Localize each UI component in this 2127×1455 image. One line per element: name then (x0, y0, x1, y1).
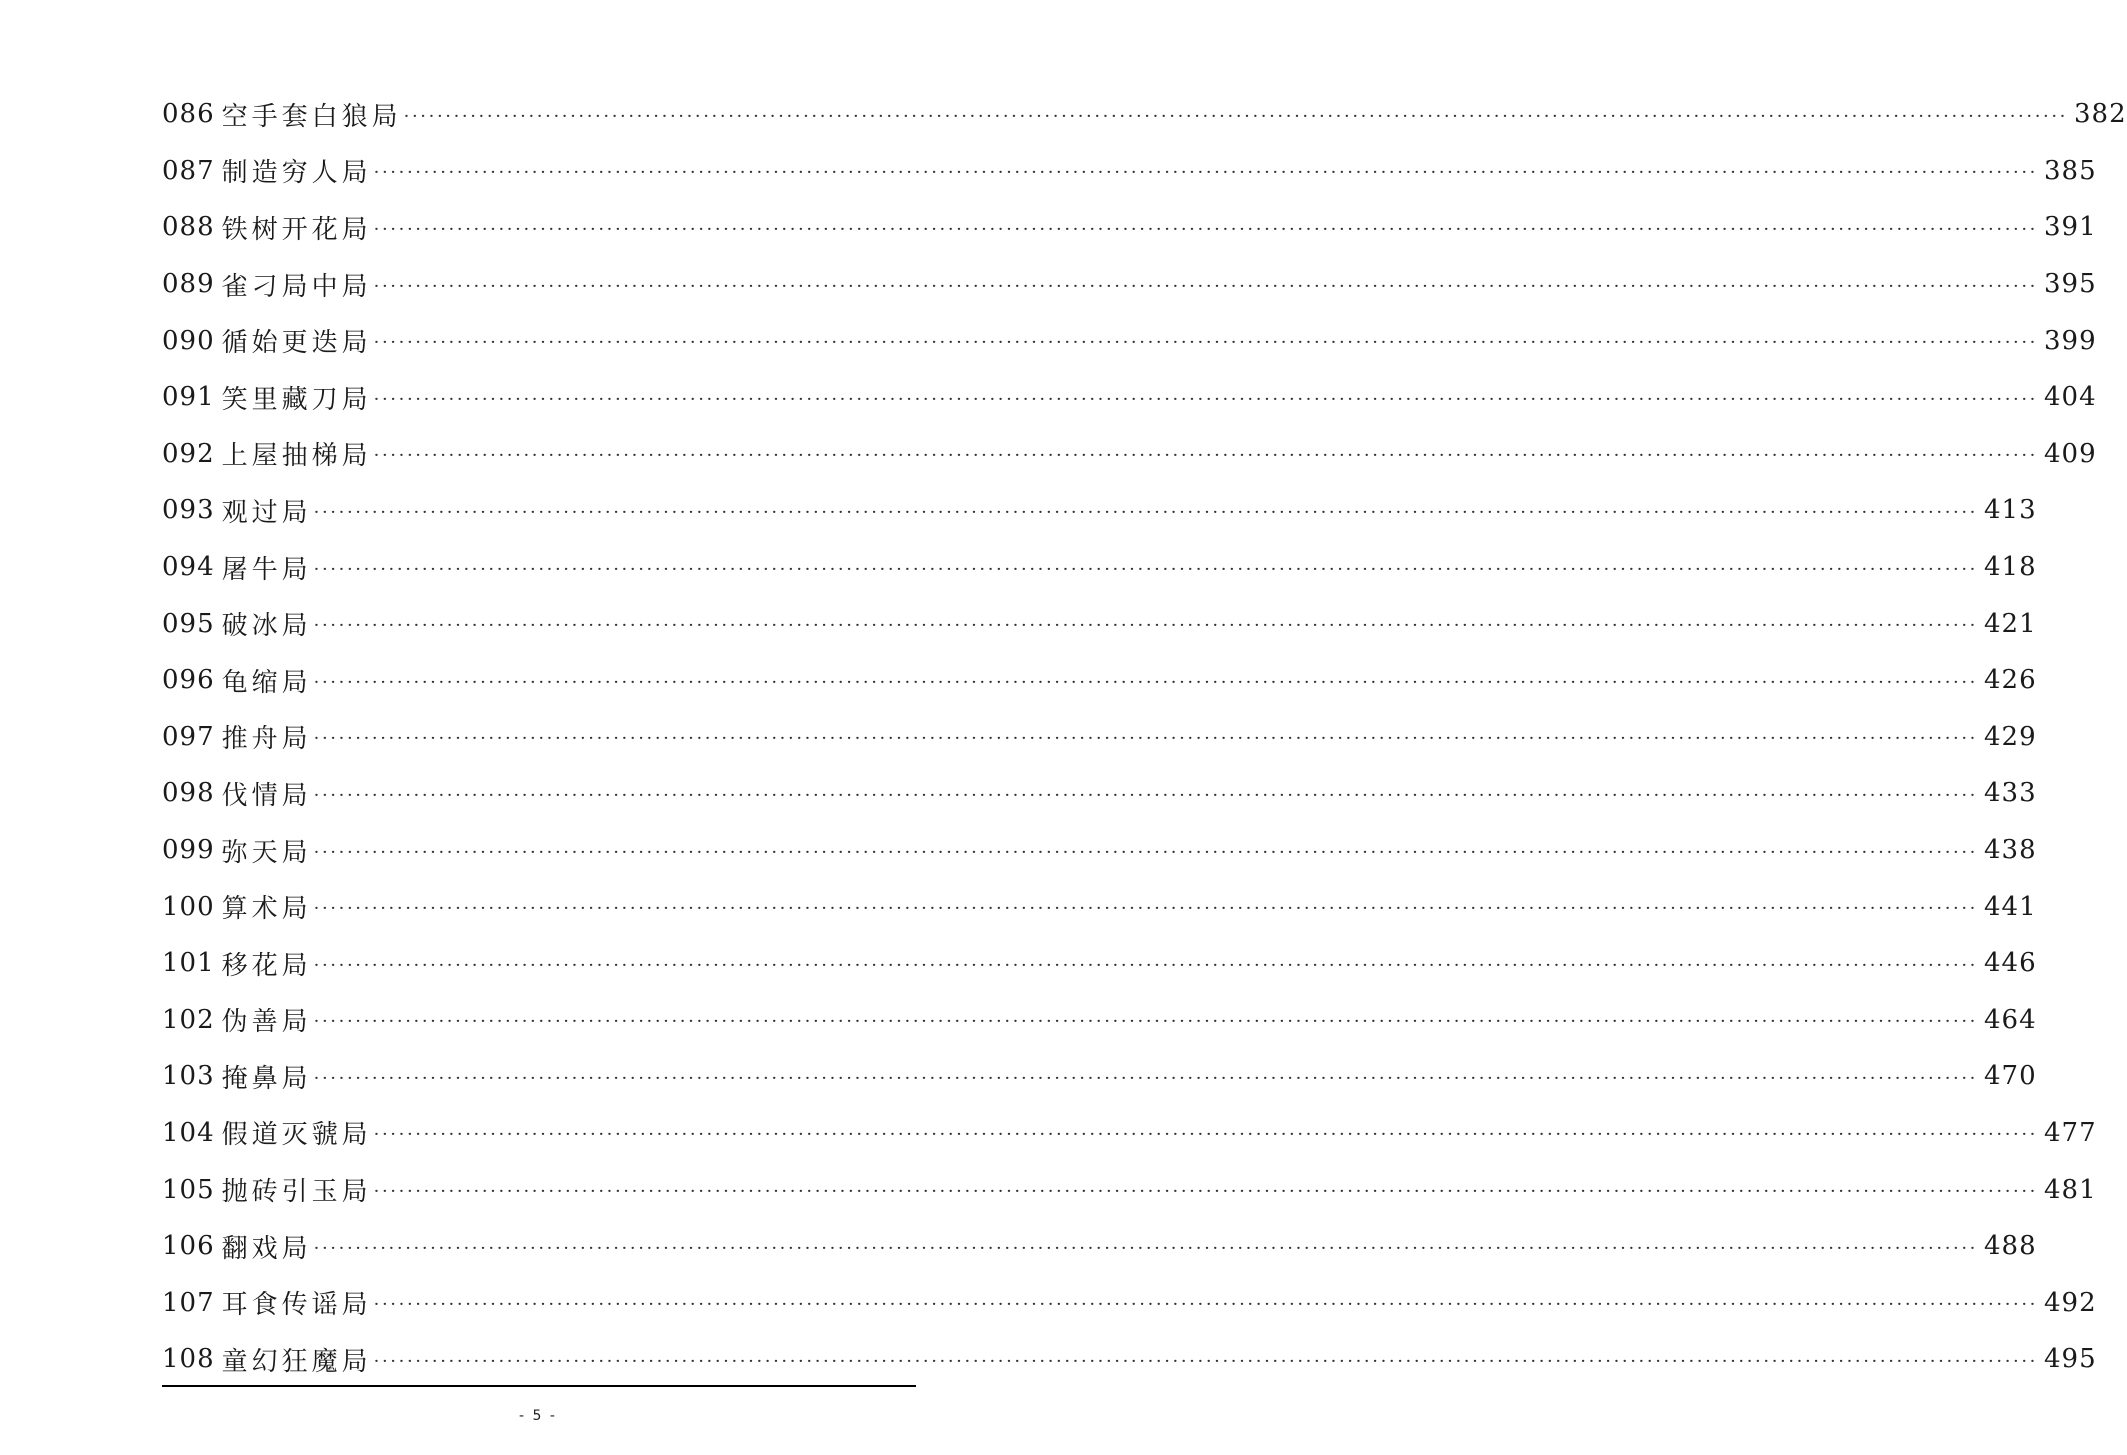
toc-entry (162, 199, 2097, 256)
toc-entry (162, 709, 2037, 766)
toc-entry-page: 481 (2044, 1174, 2097, 1205)
toc-entry-page: 446 (1984, 948, 2037, 979)
toc-entry-title: 耳食传谣局 (221, 1290, 372, 1321)
toc-entry (162, 595, 2037, 652)
toc-entry-number: 103 (162, 1061, 215, 1092)
toc-dot-leader: ········································································································································································································ (313, 1011, 1978, 1033)
toc-entry-title: 伪善局 (221, 1007, 312, 1038)
toc-entry (162, 992, 2037, 1049)
toc-entry-number: 087 (162, 155, 215, 186)
toc-entry-page: 464 (1984, 1004, 2037, 1035)
toc-dot-leader: ········································································································································································································ (313, 728, 1978, 750)
toc-entry-page: 399 (2044, 325, 2097, 356)
toc-entry-number: 088 (162, 212, 215, 243)
toc-entry-title: 屠牛局 (221, 554, 312, 585)
toc-entry-page: 441 (1984, 891, 2037, 922)
toc-entry-page: 433 (1984, 778, 2037, 809)
toc-entry-title: 假道灭虢局 (221, 1120, 372, 1151)
toc-entry-number: 099 (162, 835, 215, 866)
toc-entry-title: 弥天局 (221, 837, 312, 868)
toc-entry-number: 093 (162, 495, 215, 526)
toc-entry (162, 1274, 2097, 1331)
toc-entry-page: 429 (1984, 721, 2037, 752)
toc-entry (162, 256, 2097, 313)
toc-entry (162, 482, 2037, 539)
toc-entry (162, 652, 2037, 709)
toc-entry-title: 移花局 (221, 950, 312, 981)
toc-entry (162, 539, 2037, 596)
table-of-contents (162, 86, 2127, 1388)
toc-dot-leader: ········································································································································································································ (313, 558, 1978, 580)
toc-dot-leader: ········································································································································································································ (313, 671, 1978, 693)
toc-dot-leader: ········································································································································································································ (373, 388, 2038, 410)
toc-entry (162, 312, 2097, 369)
toc-entry-number: 086 (162, 99, 215, 130)
toc-entry-page: 418 (1984, 552, 2037, 583)
toc-dot-leader: ········································································································································································································ (373, 1124, 2038, 1146)
toc-entry-page: 470 (1984, 1061, 2037, 1092)
toc-entry-number: 107 (162, 1287, 215, 1318)
toc-entry-page: 409 (2044, 438, 2097, 469)
toc-entry-number: 101 (162, 948, 215, 979)
toc-entry-number: 108 (162, 1344, 215, 1375)
toc-entry-title: 观过局 (221, 497, 312, 528)
toc-entry (162, 1218, 2037, 1275)
toc-entry-number: 105 (162, 1174, 215, 1205)
toc-dot-leader: ········································································································································································································ (373, 1181, 2038, 1203)
toc-entry-page: 404 (2044, 382, 2097, 413)
toc-entry-number: 094 (162, 552, 215, 583)
toc-entry-title: 铁树开花局 (221, 214, 372, 245)
toc-entry-number: 098 (162, 778, 215, 809)
toc-entry-number: 092 (162, 438, 215, 469)
toc-dot-leader: ········································································································································································································ (313, 501, 1978, 523)
toc-entry-title: 循始更迭局 (221, 328, 372, 359)
toc-entry-number: 102 (162, 1004, 215, 1035)
toc-entry-page: 421 (1984, 608, 2037, 639)
toc-entry-title: 笑里藏刀局 (221, 384, 372, 415)
toc-entry-number: 090 (162, 325, 215, 356)
toc-dot-leader: ········································································································································································································ (313, 841, 1978, 863)
toc-entry (162, 86, 2127, 143)
toc-dot-leader: ········································································································································································································ (373, 1294, 2038, 1316)
footer-rule (162, 1385, 916, 1387)
toc-dot-leader: ········································································································································································································ (313, 954, 1978, 976)
toc-entry-number: 096 (162, 665, 215, 696)
toc-entry (162, 878, 2037, 935)
toc-entry (162, 822, 2037, 879)
toc-entry-page: 426 (1984, 665, 2037, 696)
toc-entry-title: 龟缩局 (221, 667, 312, 698)
toc-dot-leader: ········································································································································································································ (373, 332, 2038, 354)
toc-dot-leader: ········································································································································································································ (373, 162, 2038, 184)
toc-entry (162, 1048, 2037, 1105)
toc-entry (162, 1331, 2097, 1388)
toc-entry-title: 翻戏局 (221, 1233, 312, 1264)
toc-dot-leader: ········································································································································································································ (373, 218, 2038, 240)
toc-entry-title: 伐情局 (221, 780, 312, 811)
toc-entry (162, 765, 2037, 822)
toc-dot-leader: ········································································································································································································ (373, 1350, 2038, 1372)
toc-entry (162, 935, 2037, 992)
toc-dot-leader: ········································································································································································································ (313, 898, 1978, 920)
toc-dot-leader: ········································································································································································································ (313, 1237, 1978, 1259)
toc-entry-number: 106 (162, 1231, 215, 1262)
toc-entry-number: 095 (162, 608, 215, 639)
toc-entry (162, 426, 2097, 483)
toc-entry-number: 091 (162, 382, 215, 413)
toc-entry-page: 382 (2074, 99, 2127, 130)
toc-dot-leader: ········································································································································································································ (313, 1067, 1978, 1089)
toc-entry-page: 385 (2044, 155, 2097, 186)
toc-entry (162, 369, 2097, 426)
toc-entry-page: 492 (2044, 1287, 2097, 1318)
toc-entry-title: 雀刁局中局 (221, 271, 372, 302)
toc-entry-page: 395 (2044, 269, 2097, 300)
toc-entry-number: 089 (162, 269, 215, 300)
toc-entry-page: 495 (2044, 1344, 2097, 1375)
toc-entry-title: 上屋抽梯局 (221, 441, 372, 472)
toc-entry-title: 抛砖引玉局 (221, 1177, 372, 1208)
toc-dot-leader: ········································································································································································································ (313, 784, 1978, 806)
toc-entry-page: 391 (2044, 212, 2097, 243)
toc-dot-leader: ········································································································································································································ (373, 445, 2038, 467)
toc-entry (162, 1161, 2097, 1218)
toc-entry-title: 空手套白狼局 (221, 101, 402, 132)
toc-entry-number: 104 (162, 1117, 215, 1148)
toc-entry-title: 掩鼻局 (221, 1063, 312, 1094)
toc-entry-number: 097 (162, 721, 215, 752)
toc-entry-page: 488 (1984, 1231, 2037, 1262)
toc-entry-page: 438 (1984, 835, 2037, 866)
toc-entry (162, 143, 2097, 200)
toc-entry-title: 童幻狂魔局 (221, 1346, 372, 1377)
toc-entry-title: 破冰局 (221, 611, 312, 642)
page-number: - 5 - (519, 1408, 557, 1424)
toc-entry (162, 1105, 2097, 1162)
toc-entry-number: 100 (162, 891, 215, 922)
toc-dot-leader: ········································································································································································································ (373, 275, 2038, 297)
toc-dot-leader: ········································································································································································································ (403, 105, 2068, 127)
toc-dot-leader: ········································································································································································································ (313, 615, 1978, 637)
toc-entry-title: 推舟局 (221, 724, 312, 755)
toc-entry-title: 算术局 (221, 894, 312, 925)
toc-entry-title: 制造穷人局 (221, 158, 372, 189)
toc-entry-page: 413 (1984, 495, 2037, 526)
toc-entry-page: 477 (2044, 1117, 2097, 1148)
